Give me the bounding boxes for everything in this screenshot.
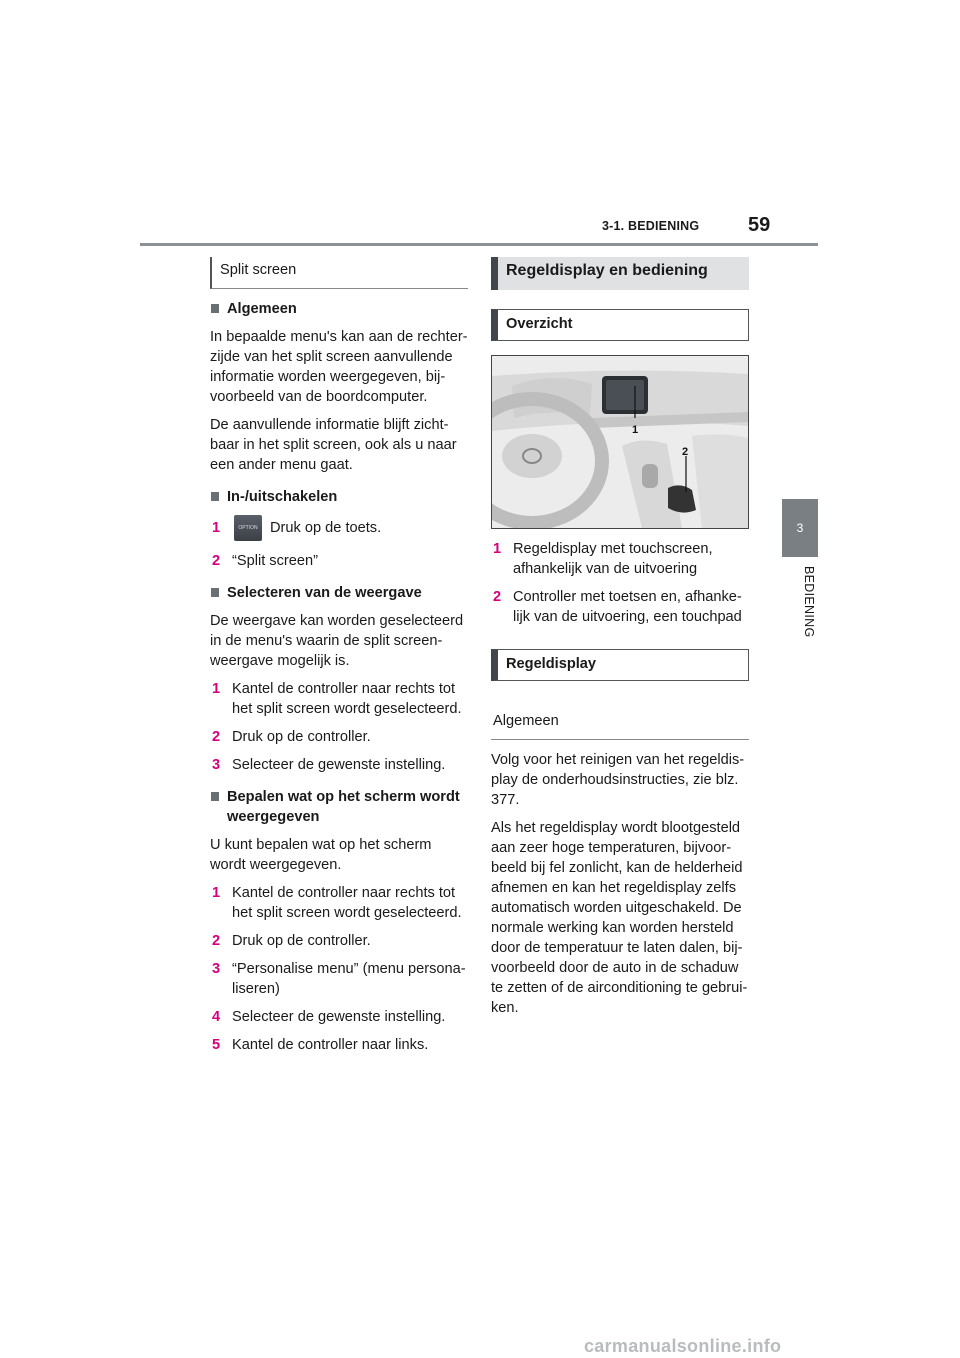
step-number: 3 [212, 757, 221, 773]
step-number: 2 [212, 933, 221, 949]
dashboard-figure [491, 355, 749, 529]
legend-item [491, 587, 749, 627]
step-text: Kantel de controller naar links. [232, 1037, 429, 1053]
heading-in-uitschakelen: In-/uitschakelen [210, 487, 468, 507]
paragraph: U kunt bepalen wat op het scherm wordt weergegeven. [210, 837, 432, 873]
step-text: Selecteer de gewenste instelling. [232, 1009, 446, 1025]
step-1 [210, 515, 468, 541]
step-2 [210, 551, 468, 571]
paragraph: Als het regeldisplay wordt blootgesteld aan zeer hoge temperaturen, bijvoor-beeld bij fel zonlicht, kan de helderheid afnemen en kan het regeldisplay zelfs automatisch worden uitgeschakeld. De normale werking kan worden hersteld door de temperatuur te laten dalen, bij-voorbeeld door de auto in de schaduw te zetten of de airconditioning te gebrui-ken. [491, 820, 748, 1016]
subheading-overzicht: Overzicht [491, 309, 749, 341]
step-text: “Split screen” [232, 553, 318, 569]
legend-text: Regeldisplay met touchscreen, afhankelijk van de uitvoering [513, 541, 713, 577]
step-number: 1 [212, 681, 221, 697]
left-column [210, 257, 468, 1063]
paragraph: De weergave kan worden geselecteerd in de menu's waarin de split screen-weergave mogelijk is. [210, 613, 464, 669]
step-number: 1 [212, 885, 221, 901]
section-title: Regeldisplay en bediening [491, 257, 749, 290]
watermark: carmanualsonline.info [584, 1336, 782, 1356]
step-number: 2 [212, 553, 221, 569]
step-text: Selecteer de gewenste instelling. [232, 757, 446, 773]
heading-selecteren: Selecteren van de weergave [210, 583, 468, 603]
subheading-algemeen: Algemeen [491, 695, 749, 740]
paragraph: In bepaalde menu's kan aan de rechter-zijde van het split screen aanvullende informatie worden weergegeven, bij-voorbeeld van de boordcomputer. [210, 329, 468, 405]
step-text: Druk op de controller. [232, 933, 371, 949]
section-header: 3-1. BEDIENING [602, 219, 700, 233]
step-number: 1 [212, 520, 221, 536]
page-number: 59 [748, 214, 771, 236]
step-number: 3 [212, 961, 221, 977]
step-text: Druk op de controller. [232, 729, 371, 745]
step [210, 727, 468, 747]
step-number: 4 [212, 1009, 221, 1025]
option-button-icon: OPTION [234, 515, 262, 541]
paragraph: De aanvullende informatie blijft zicht-baar in het split screen, ook als u naar een ander menu gaat. [210, 417, 457, 473]
legend-number: 1 [493, 541, 502, 557]
step-text: “Personalise menu” (menu persona-liseren) [232, 961, 466, 997]
step [210, 755, 468, 775]
legend-text: Controller met toetsen en, afhanke-lijk van de uitvoering, een touchpad [513, 589, 742, 625]
chapter-tab: 3 [782, 499, 818, 557]
step [210, 1007, 468, 1027]
step [210, 931, 468, 951]
callout-1: 1 [632, 424, 639, 436]
step-text: Kantel de controller naar rechts tot het split screen wordt geselecteerd. [232, 885, 462, 921]
right-column [491, 257, 749, 1026]
step [210, 959, 468, 999]
header-rule [140, 243, 818, 246]
step-number: 5 [212, 1037, 221, 1053]
legend-number: 2 [493, 589, 502, 605]
step [210, 1035, 468, 1055]
step [210, 679, 468, 719]
heading-algemeen: Algemeen [210, 299, 468, 319]
callout-2: 2 [682, 446, 689, 458]
step [210, 883, 468, 923]
legend-item [491, 539, 749, 579]
paragraph: Volg voor het reinigen van het regeldis-play de onderhoudsinstructies, zie blz. 377. [491, 752, 745, 808]
chapter-label: BEDIENING [802, 566, 816, 638]
dashboard-illustration [492, 356, 748, 528]
heading-bepalen: Bepalen wat op het scherm wordt weergegeven [210, 787, 468, 827]
step-number: 2 [212, 729, 221, 745]
subheading-split-screen: Split screen [210, 257, 468, 289]
step-text: Kantel de controller naar rechts tot het split screen wordt geselecteerd. [232, 681, 462, 717]
step-text: Druk op de toets. [270, 520, 382, 536]
subheading-regeldisplay: Regeldisplay [491, 649, 749, 681]
